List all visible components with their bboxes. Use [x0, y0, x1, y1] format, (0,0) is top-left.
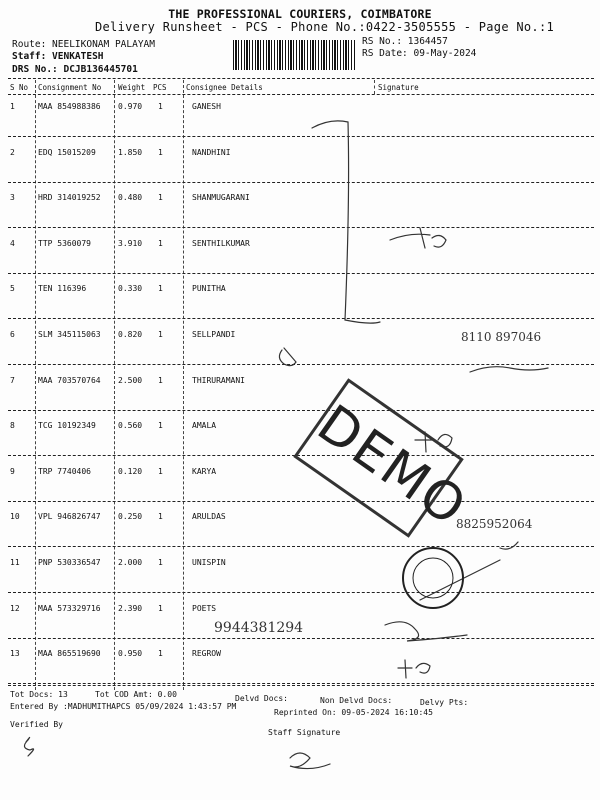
tot-cod-amount: Tot COD Amt: 0.00: [95, 690, 177, 699]
row-pcs: 1: [158, 375, 163, 385]
staff-signature-label: Staff Signature: [268, 728, 341, 737]
company-title: THE PROFESSIONAL COURIERS, COIMBATORE: [168, 7, 432, 21]
row-pcs: 1: [158, 558, 163, 567]
row-consignment-no: TCG 10192349: [38, 421, 96, 431]
row-weight: 2.500: [118, 375, 143, 385]
row-consignee: SHANMUGARANI: [192, 193, 250, 203]
row-consignment-no: MAA 573329716: [38, 603, 101, 613]
row-consignee: ARULDAS: [192, 512, 226, 522]
col-header-signature: Signature: [378, 83, 419, 92]
row-consignee: AMALA: [192, 421, 217, 431]
row-weight: 3.910: [118, 238, 143, 248]
row-sno: 3: [10, 193, 15, 203]
row-pcs: 1: [158, 512, 163, 522]
row-separator: [8, 318, 594, 319]
row-weight: 2.390: [118, 603, 143, 613]
row-consignment-no: TEN 116396: [38, 284, 87, 294]
row-consignee: SELLPANDI: [192, 330, 236, 339]
row-consignee: POETS: [192, 603, 217, 613]
route-label: Route: NEELIKONAM PALAYAM: [12, 39, 155, 50]
row-separator: [8, 273, 594, 274]
runsheet-subtitle: Delivery Runsheet - PCS - Phone No.:0422-3505555 - Page No.:1: [95, 20, 555, 34]
reprinted-on: Reprinted On: 09-05-2024 16:10:45: [274, 708, 433, 717]
row-pcs: 1: [158, 193, 163, 203]
row-sno: 13: [10, 649, 20, 659]
row-separator: [8, 136, 594, 137]
entered-by: Entered By :MADHUMITHAPCS 05/09/2024 1:43:57 PM: [10, 702, 237, 711]
round-seal: [403, 548, 463, 608]
row-weight: 0.250: [118, 512, 143, 522]
row-sno: 2: [10, 147, 15, 157]
rs-number: RS No.: 1364457: [362, 36, 448, 47]
handwritten-phone: 9944381294: [214, 620, 304, 636]
row-consignment-no: TRP 7740406: [38, 466, 91, 476]
row-weight: 0.820: [118, 330, 143, 339]
row-sno: 5: [10, 284, 15, 294]
row-pcs: 1: [158, 603, 163, 613]
table-header-rule: [8, 94, 594, 95]
row-sno: 4: [10, 238, 15, 248]
row-consignment-no: TTP 5360079: [38, 238, 91, 248]
column-divider: [183, 80, 184, 690]
row-weight: 0.330: [118, 284, 143, 294]
row-consignee: REGROW: [192, 649, 221, 659]
row-consignment-no: HRD 314019252: [38, 193, 101, 203]
row-separator: [8, 638, 594, 639]
row-separator: [8, 501, 594, 502]
col-header-consignment: Consignment No: [38, 83, 102, 92]
row-pcs: 1: [158, 330, 163, 339]
row-consignee: NANDHINI: [192, 147, 231, 157]
rs-date: RS Date: 09-May-2024: [362, 48, 477, 59]
drs-number: DRS No.: DCJB136445701: [12, 64, 138, 75]
row-separator: [8, 364, 594, 365]
delivery-points: Delvy Pts:: [420, 698, 469, 707]
col-header-consignee: Consignee Details: [186, 83, 263, 92]
row-consignment-no: PNP 530336547: [38, 558, 101, 567]
column-divider: [374, 80, 375, 94]
row-pcs: 1: [158, 238, 163, 248]
footer-rule: [8, 685, 594, 686]
barcode: [233, 40, 355, 70]
row-consignee: UNISPIN: [192, 558, 226, 567]
row-separator: [8, 227, 594, 228]
table-top-rule: [8, 78, 594, 79]
handwritten-phone: 8110 897046: [461, 330, 542, 344]
col-header-sno: S No: [10, 83, 29, 92]
tot-docs: Tot Docs: 13: [10, 690, 68, 699]
row-pcs: 1: [158, 284, 163, 294]
row-sno: 1: [10, 102, 15, 111]
demo-stamp-text: DEMO: [306, 393, 478, 539]
row-pcs: 1: [158, 466, 163, 476]
col-header-weight: Weight: [118, 83, 146, 92]
row-separator: [8, 592, 594, 593]
row-consignee: THIRURAMANI: [192, 375, 245, 385]
row-separator: [8, 182, 594, 183]
row-weight: 0.480: [118, 193, 143, 203]
row-sno: 9: [10, 466, 15, 476]
row-consignment-no: EDQ 15015209: [38, 147, 96, 157]
row-consignment-no: SLM 345115063: [38, 330, 101, 339]
row-consignment-no: MAA 854988386: [38, 102, 101, 111]
row-consignee: SENTHILKUMAR: [192, 238, 250, 248]
col-header-pcs: PCS: [153, 83, 167, 92]
row-consignment-no: VPL 946826747: [38, 512, 101, 522]
row-weight: 0.950: [118, 649, 143, 659]
row-consignee: PUNITHA: [192, 284, 226, 294]
row-pcs: 1: [158, 649, 163, 659]
staff-label: Staff: VENKATESH: [12, 51, 104, 62]
verified-by-label: Verified By: [10, 720, 63, 729]
row-weight: 1.850: [118, 147, 143, 157]
row-pcs: 1: [158, 102, 163, 111]
column-divider: [114, 80, 115, 690]
column-divider: [35, 80, 36, 690]
row-separator: [8, 546, 594, 547]
row-weight: 0.120: [118, 466, 143, 476]
row-sno: 12: [10, 603, 20, 613]
non-delivered-docs: Non Delvd Docs:: [320, 696, 393, 705]
row-consignment-no: MAA 703570764: [38, 375, 101, 385]
row-consignee: KARYA: [192, 466, 217, 476]
row-weight: 0.560: [118, 421, 143, 431]
row-pcs: 1: [158, 147, 163, 157]
row-consignment-no: MAA 865519690: [38, 649, 101, 659]
delivered-docs: Delvd Docs:: [235, 694, 288, 703]
row-sno: 8: [10, 421, 15, 431]
row-separator: [8, 410, 594, 411]
row-sno: 7: [10, 375, 15, 385]
row-sno: 11: [10, 558, 20, 567]
row-weight: 0.970: [118, 102, 143, 111]
handwritten-phone: 8825952064: [456, 517, 533, 531]
row-consignee: GANESH: [192, 102, 221, 111]
demo-stamp: [293, 378, 478, 539]
row-pcs: 1: [158, 421, 163, 431]
row-weight: 2.000: [118, 558, 143, 567]
row-sno: 6: [10, 330, 15, 339]
row-sno: 10: [10, 512, 20, 522]
